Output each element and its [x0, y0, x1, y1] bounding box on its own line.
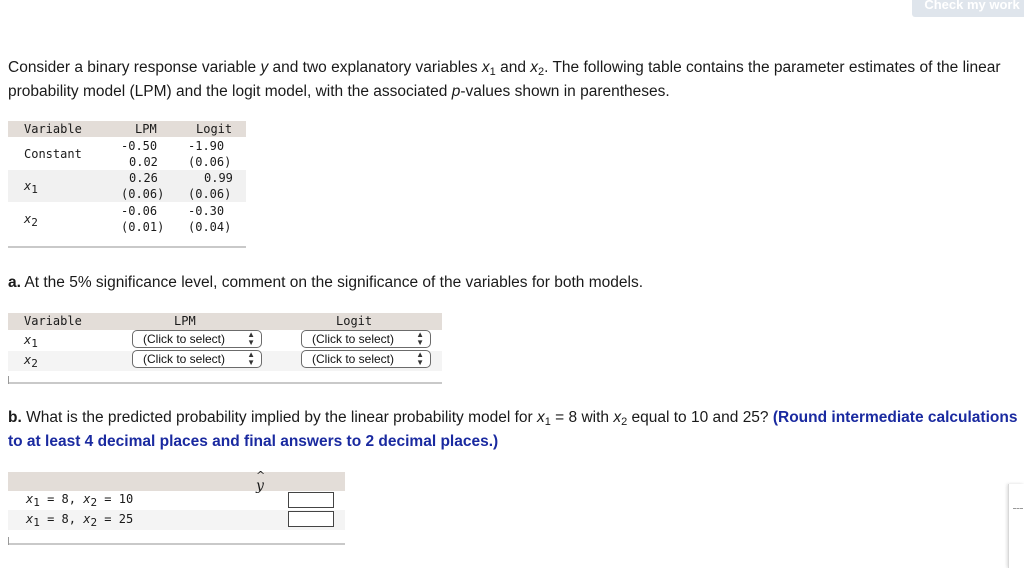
estimates-table [8, 121, 246, 248]
lpm-estimate: -0.50 [121, 139, 158, 153]
side-panel-edge [1008, 484, 1024, 568]
select-arrows-icon: ▲ ▼ [247, 350, 255, 367]
check-my-work-button[interactable]: Check my work [912, 0, 1024, 17]
estimates-table-rule [8, 246, 246, 248]
logit-x2-select[interactable]: (Click to select) ▲ ▼ [301, 350, 431, 368]
row-label-x2: $x_2$ [24, 353, 38, 370]
lpm-pvalue: (0.06) [121, 187, 165, 201]
header-variable: Variable [24, 314, 82, 328]
header-lpm: LPM [174, 314, 196, 328]
prediction-table [8, 469, 345, 545]
row-label-constant: Constant [24, 147, 82, 161]
select-arrows-icon: ▲ ▼ [416, 350, 424, 367]
lpm-estimate: -0.06 [121, 204, 158, 218]
problem-intro: Consider a binary response variable y and two explanatory variables $x_1$ and $x_2$. The following table contains the parameter estimates of the linear probability model (LPM) and the logit model, with the associated p-values shown in parentheses. [8, 59, 1001, 100]
row-label-x1: $x_1$ [24, 333, 38, 350]
lpm-x2-select[interactable]: (Click to select) ▲ ▼ [132, 350, 262, 368]
prediction-answer-input[interactable] [288, 492, 334, 508]
prediction-answer-input[interactable] [288, 511, 334, 527]
logit-estimate: -1.90 [188, 139, 225, 153]
header-variable: Variable [24, 122, 82, 136]
question-b: b. What is the predicted probability implied by the linear probability model for $x_1 = 8$ with $x_2$ equal to 10 and 25? (Round intermediate calculations to at least 4 decimal places and final answers to 2 decimal places.) [8, 409, 1018, 450]
logit-pvalue: (0.06) [188, 187, 232, 201]
select-arrows-icon: ▲ ▼ [247, 330, 255, 347]
hat-icon: ^ [256, 469, 266, 482]
lpm-pvalue: 0.02 [129, 155, 158, 169]
row-label-x2: $x_2$ [24, 212, 38, 229]
dots-icon [1013, 508, 1023, 511]
y-hat-header: ^ y [256, 469, 266, 494]
header-logit: Logit [196, 122, 233, 136]
logit-estimate: 0.99 [204, 171, 233, 185]
logit-pvalue: (0.06) [188, 155, 232, 169]
significance-table-rule [8, 382, 442, 384]
prediction-table-rule [8, 543, 345, 545]
rounding-instruction: (Round intermediate calculations to at least 4 decimal places and final answers to 2 decimal places.) [8, 409, 1018, 450]
prediction-table-tick [8, 537, 9, 545]
row-label-x1: $x_1$ [24, 179, 38, 196]
header-lpm: LPM [135, 122, 157, 136]
lpm-estimate: 0.26 [129, 171, 158, 185]
prediction-table-header [8, 469, 345, 494]
prediction-row-label: $x_1 = 8$, $x_2 = 25$ [26, 512, 134, 529]
logit-estimate: -0.30 [188, 204, 225, 218]
header-logit: Logit [336, 314, 373, 328]
select-arrows-icon: ▲ ▼ [416, 330, 424, 347]
significance-table-tick [8, 376, 9, 384]
prediction-row-label: $x_1 = 8$, $x_2 = 10$ [26, 492, 134, 509]
significance-table [8, 313, 442, 384]
logit-pvalue: (0.04) [188, 220, 232, 234]
lpm-x1-select[interactable]: (Click to select) ▲ ▼ [132, 330, 262, 348]
question-a: a. At the 5% significance level, comment on the significance of the variables for both models. [8, 274, 643, 291]
lpm-pvalue: (0.01) [121, 220, 165, 234]
logit-x1-select[interactable]: (Click to select) ▲ ▼ [301, 330, 431, 348]
